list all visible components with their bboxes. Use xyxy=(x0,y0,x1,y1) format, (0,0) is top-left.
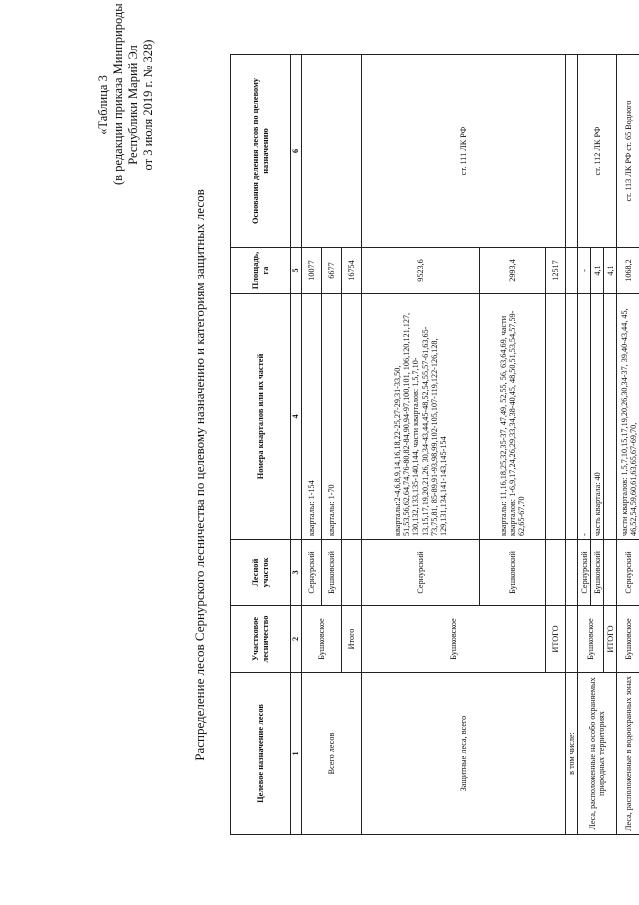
header-edition: (в редакции приказа Минприроды xyxy=(111,3,125,185)
column-number: 3 xyxy=(291,540,302,606)
plot-cell: Сернурский xyxy=(578,540,591,606)
area-cell: 16754 xyxy=(342,248,362,294)
column-number-row xyxy=(291,55,302,835)
table-row xyxy=(302,55,322,835)
area-cell: 4,1 xyxy=(604,248,617,294)
quarters-cell: часть квартала: 40 xyxy=(591,294,604,540)
area-cell: 4,1 xyxy=(591,248,604,294)
column-header: Номера кварталов или их частей xyxy=(231,294,291,540)
area-cell: - xyxy=(578,248,591,294)
basis-cell xyxy=(302,55,362,248)
basis-cell: ст. 113 ЛК РФ ст. 65 Водного xyxy=(617,55,639,248)
total-label: ИТОГО xyxy=(604,606,617,673)
column-header: Площадь, га xyxy=(231,248,291,294)
basis-cell: ст. 111 ЛК РФ xyxy=(362,55,566,248)
column-number: 2 xyxy=(291,606,302,673)
district-cell: Бушковское xyxy=(302,606,342,673)
header-date: от 3 июля 2019 г. № 328) xyxy=(141,39,155,171)
plot-cell: Сернурский xyxy=(617,540,639,606)
purpose-cell: Защитные леса, всего xyxy=(362,673,566,835)
header-republic: Республики Марий Эл xyxy=(126,45,140,165)
column-number: 1 xyxy=(291,673,302,835)
empty-cell xyxy=(342,294,362,540)
table-header-row xyxy=(231,55,291,835)
area-cell: 2993,4 xyxy=(480,248,546,294)
area-cell: 9523,6 xyxy=(362,248,480,294)
quarters-cell: кварталы:2-4,6,8,9,14,16,18,22-25,27-29,31-33,50, 51,53,56,62,64,74,76-80,82-84,90,94-97,100,101, 106,120,121,127, 130,132,133,135-140,144, части кварталов: 1,5,7,10-13,15,17,19,20,21,26, 30,34-43,44,45-48,52,54,55,57-61,63,65-73,75,81, 85-89,91-93,98,99,102-105,107-119,122-126,128, 129,131,134,141-143,145-154 xyxy=(362,294,480,540)
district-cell: Бушковское xyxy=(617,606,639,673)
purpose-cell: Леса, расположенные в водоохранных зонах xyxy=(617,673,639,835)
forest-distribution-table xyxy=(230,54,639,835)
quarters-cell: - xyxy=(578,294,591,540)
empty-cell xyxy=(546,540,566,606)
plot-cell: Бушковский xyxy=(322,540,342,606)
plot-cell: Бушковский xyxy=(480,540,546,606)
quarters-cell: части кварталов: 1,5,7,10,15,17,19,20,26,30,34-37, 39,40-43,44, 45, 46,52,54,59,60,61,63,65,67-69,70, xyxy=(617,294,639,540)
column-number: 4 xyxy=(291,294,302,540)
table-row xyxy=(362,55,480,835)
district-cell: Бушковское xyxy=(362,606,546,673)
table-row xyxy=(578,55,591,835)
area-cell: 10077 xyxy=(302,248,322,294)
column-header: Целевое назначение лесов xyxy=(231,673,291,835)
column-header: Лесной участок xyxy=(231,540,291,606)
total-label: ИТОГО xyxy=(546,606,566,673)
table-row xyxy=(617,55,639,835)
empty-cell xyxy=(342,540,362,606)
district-cell: Бушковское xyxy=(578,606,604,673)
column-header: Участковое лесничество xyxy=(231,606,291,673)
area-cell: 12517 xyxy=(546,248,566,294)
plot-cell: Бушковский xyxy=(591,540,604,606)
area-cell: 1068,2 xyxy=(617,248,639,294)
column-number: 6 xyxy=(291,55,302,248)
subheading-cell: в том числе: xyxy=(566,673,578,835)
plot-cell: Сернурский xyxy=(302,540,322,606)
column-number: 5 xyxy=(291,248,302,294)
plot-cell: Сернурский xyxy=(362,540,480,606)
column-header: Основания деления лесов по целевому назначению xyxy=(231,55,291,248)
quarters-cell: кварталы: 1-154 xyxy=(302,294,322,540)
table-row xyxy=(566,55,578,835)
area-cell: 6677 xyxy=(322,248,342,294)
page-title: Распределение лесов Сернурского лесничества по целевому назначению и категориям защитных лесов xyxy=(192,189,207,761)
total-label: Итого xyxy=(342,606,362,673)
table-number: «Таблица 3 xyxy=(96,75,110,135)
quarters-cell: кварталы: 1-70 xyxy=(322,294,342,540)
empty-cell xyxy=(546,294,566,540)
quarters-cell: кварталы: 11,16,18,25,32,35-37, 47,49, 52,55, 56, 63,64,69, части кварталов: 1-6,9,17,24,26,29,33,34,38-40,45, 48,50,51,53,54,57,59-62,65-67,70 xyxy=(480,294,546,540)
purpose-cell: Всего лесов xyxy=(302,673,362,835)
basis-cell: ст. 112 ЛК РФ xyxy=(578,55,617,248)
purpose-cell: Леса, расположенные на особо охраняемых природных территориях xyxy=(578,673,617,835)
